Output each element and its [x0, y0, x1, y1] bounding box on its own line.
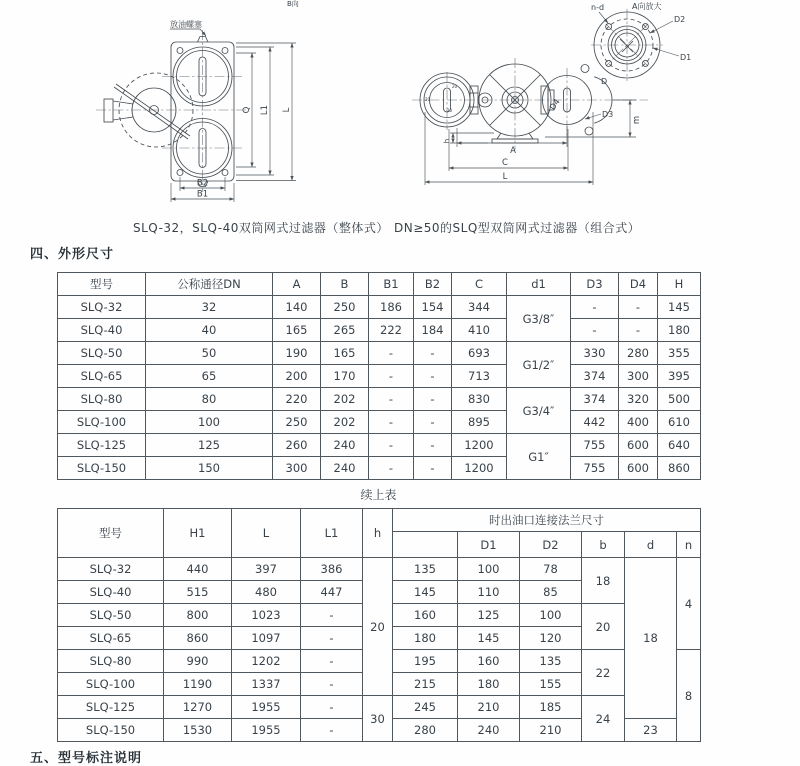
table-cell: SLQ-50 [58, 342, 146, 365]
table-cell: 386 [301, 558, 363, 581]
table-cell: 330 [571, 342, 619, 365]
section-title-next: 五、型号标注说明 [30, 751, 143, 766]
table-cell: SLQ-125 [58, 434, 146, 457]
continued-table-label: 续上表 [360, 488, 397, 502]
n-d-label: n-d [591, 3, 605, 12]
table-cell: - [619, 296, 658, 319]
dimensions-table [57, 272, 701, 480]
table-cell: 8 [677, 650, 701, 742]
table-cell: 170 [321, 365, 369, 388]
table-cell: 240 [321, 457, 369, 480]
table-cell: SLQ-65 [58, 627, 164, 650]
column-header: D4 [619, 273, 658, 296]
table-cell: 250 [321, 296, 369, 319]
table-cell: 200 [273, 365, 321, 388]
table-cell: 344 [452, 296, 507, 319]
table-cell: 1955 [232, 719, 301, 742]
right-drawing-caption: DN≥50的SLQ型双筒网式过滤器（组合式） [394, 221, 641, 235]
table-cell: 186 [369, 296, 414, 319]
table-cell: - [301, 696, 363, 719]
table-cell: 260 [273, 434, 321, 457]
table-cell: 440 [164, 558, 232, 581]
table-cell: 210 [520, 719, 582, 742]
table-header-row [58, 273, 701, 296]
table-cell: 250 [273, 411, 321, 434]
table-cell: 395 [658, 365, 701, 388]
table-cell: - [369, 388, 414, 411]
gauge-dial-mark: 20 [425, 97, 431, 102]
table-cell: 202 [321, 388, 369, 411]
table-cell: 610 [658, 411, 701, 434]
table-cell: 100 [520, 604, 582, 627]
table-cell: G1″ [507, 434, 571, 480]
table-cell: 20 [582, 604, 625, 650]
table-cell: - [369, 434, 414, 457]
table-cell: 222 [369, 319, 414, 342]
table-cell: 240 [321, 434, 369, 457]
table-cell: - [414, 388, 452, 411]
table-cell: - [301, 673, 363, 696]
table-cell: 860 [658, 457, 701, 480]
table-cell: 320 [619, 388, 658, 411]
table-cell: 693 [452, 342, 507, 365]
table-cell: 145 [393, 581, 458, 604]
table-cell: 355 [658, 342, 701, 365]
table-row [58, 411, 701, 434]
column-header: 型号 [58, 273, 146, 296]
drain-plug-label: 放油螺塞 [170, 20, 202, 29]
dim-b1-label: B1 [196, 189, 209, 200]
table-cell: 150 [146, 457, 273, 480]
view-a-enlarged-label: A向放大 [632, 2, 662, 11]
table-cell: 165 [273, 319, 321, 342]
table-cell: 1530 [164, 719, 232, 742]
table-cell: SLQ-100 [58, 673, 164, 696]
table-cell: SLQ-40 [58, 319, 146, 342]
column-group-header: 时出油口连接法兰尺寸 [393, 509, 701, 532]
table-cell: 190 [273, 342, 321, 365]
table-cell: 1200 [452, 434, 507, 457]
table-row [58, 696, 701, 719]
technical-drawings [0, 0, 800, 216]
table-cell: 30 [363, 696, 393, 742]
table-cell: - [301, 719, 363, 742]
dim-l1-label: L1 [260, 104, 270, 116]
table-cell: SLQ-50 [58, 604, 164, 627]
section-title-dimensions: 四、外形尺寸 [30, 247, 115, 262]
table-cell: 860 [164, 627, 232, 650]
dim-d1-label: D1 [680, 53, 692, 62]
column-header: L [232, 509, 301, 558]
dim-a-label: A [510, 146, 516, 156]
table-cell: - [301, 650, 363, 673]
left-drawing-integral-filter [96, 0, 299, 202]
table-row [58, 457, 701, 480]
table-header-row [58, 509, 701, 532]
table-cell: - [571, 296, 619, 319]
table-cell: 480 [232, 581, 301, 604]
column-header: 型号 [58, 509, 164, 558]
table-cell: 78 [520, 558, 582, 581]
column-header: B1 [369, 273, 414, 296]
table-cell: 24 [582, 696, 625, 742]
dim-c-label: C [502, 158, 508, 168]
gauge-dial-mark: 20 [452, 84, 458, 89]
table-cell: 990 [164, 650, 232, 673]
table-cell: 50 [146, 342, 273, 365]
table-row [58, 342, 701, 365]
table-cell: 23 [625, 719, 677, 742]
table-cell: 755 [571, 457, 619, 480]
column-header: d1 [507, 273, 571, 296]
table-cell: 120 [520, 627, 582, 650]
table-cell: 1337 [232, 673, 301, 696]
table-cell: 165 [321, 342, 369, 365]
table-row [58, 319, 701, 342]
dim-l-label: L [282, 107, 292, 113]
table-cell: 32 [146, 296, 273, 319]
table-cell: 400 [619, 411, 658, 434]
table-cell: 195 [393, 650, 458, 673]
column-header: d [625, 532, 677, 558]
table-cell: - [414, 411, 452, 434]
table-cell: 202 [321, 411, 369, 434]
dim-m-label: m [632, 115, 642, 125]
column-header: D2 [520, 532, 582, 558]
table-cell: 18 [625, 558, 677, 719]
table-cell: 1190 [164, 673, 232, 696]
table-cell: SLQ-80 [58, 650, 164, 673]
table-cell: 22 [582, 650, 625, 696]
table-cell: 300 [619, 365, 658, 388]
table-cell: 135 [393, 558, 458, 581]
table-cell: 185 [520, 696, 582, 719]
view-b-label: B向 [287, 0, 299, 8]
table-cell: - [369, 457, 414, 480]
table-cell: 397 [232, 558, 301, 581]
column-header: H1 [164, 509, 232, 558]
table-cell: - [414, 365, 452, 388]
table-cell: SLQ-125 [58, 696, 164, 719]
table-cell: 830 [452, 388, 507, 411]
table-cell: - [414, 342, 452, 365]
table-cell: - [301, 627, 363, 650]
table-cell: - [414, 457, 452, 480]
table-cell: - [369, 365, 414, 388]
table-row [58, 434, 701, 457]
table-cell: 210 [458, 696, 520, 719]
table-cell: 100 [146, 411, 273, 434]
table-cell: 85 [520, 581, 582, 604]
table-cell: 600 [619, 457, 658, 480]
table-cell: 300 [273, 457, 321, 480]
table-row [58, 388, 701, 411]
table-cell: 110 [458, 581, 520, 604]
table-cell: 18 [582, 558, 625, 604]
column-header: A [273, 273, 321, 296]
table-cell: 265 [321, 319, 369, 342]
table-cell: 100 [458, 558, 520, 581]
table-row [58, 558, 701, 581]
table-cell: 895 [452, 411, 507, 434]
table-cell: 442 [571, 411, 619, 434]
table-cell: 180 [658, 319, 701, 342]
table-cell: 215 [393, 673, 458, 696]
column-header: D1 [458, 532, 520, 558]
table-cell: G3/4″ [507, 388, 571, 434]
column-header: n [677, 532, 701, 558]
table-cell: 184 [414, 319, 452, 342]
dim-q-label: Q [242, 106, 252, 114]
column-header: 公称通径DN [146, 273, 273, 296]
left-drawing-caption: SLQ-32，SLQ-40双筒网式过滤器（整体式） [133, 221, 389, 235]
table-cell: - [369, 411, 414, 434]
table-cell: 180 [393, 627, 458, 650]
table-cell: SLQ-100 [58, 411, 146, 434]
dim-d4-label: D4 [548, 97, 562, 112]
table-cell: 20 [363, 558, 393, 696]
table-cell: 40 [146, 319, 273, 342]
table-cell: SLQ-32 [58, 558, 164, 581]
dim-h-label: h [443, 138, 451, 144]
table-cell: 220 [273, 388, 321, 411]
table-cell: 374 [571, 365, 619, 388]
table-cell: - [619, 319, 658, 342]
flange-detail-view-a [591, 9, 663, 81]
table-cell: - [571, 319, 619, 342]
table-cell: SLQ-32 [58, 296, 146, 319]
table-cell: G1/2″ [507, 342, 571, 388]
column-header: B2 [414, 273, 452, 296]
table-row [58, 365, 701, 388]
column-header: D3 [571, 273, 619, 296]
table-cell: 245 [393, 696, 458, 719]
dim-d2-label: D2 [674, 15, 686, 24]
table-row [58, 296, 701, 319]
table-cell: 180 [458, 673, 520, 696]
table-cell: 65 [146, 365, 273, 388]
column-header: b [582, 532, 625, 558]
table-cell: 1955 [232, 696, 301, 719]
column-header [393, 532, 458, 558]
table-cell: 447 [301, 581, 363, 604]
dim-l-label: L [502, 172, 508, 182]
dim-d3-label: D3 [602, 110, 614, 119]
table-cell: 515 [164, 581, 232, 604]
table-cell: 160 [393, 604, 458, 627]
table-cell: 160 [458, 650, 520, 673]
column-header: B [321, 273, 369, 296]
table-cell: 600 [619, 434, 658, 457]
table-cell: SLQ-150 [58, 719, 164, 742]
table-cell: - [369, 342, 414, 365]
table-cell: 145 [658, 296, 701, 319]
table-cell: 1200 [452, 457, 507, 480]
table-cell: 280 [619, 342, 658, 365]
table-cell: SLQ-150 [58, 457, 146, 480]
table-cell: 1097 [232, 627, 301, 650]
table-cell: 500 [658, 388, 701, 411]
gauge-dial-mark: 20 [447, 108, 453, 113]
column-header: L1 [301, 509, 363, 558]
table-cell: 1270 [164, 696, 232, 719]
table-cell: 154 [414, 296, 452, 319]
column-header: H [658, 273, 701, 296]
table-cell: - [414, 434, 452, 457]
column-header: C [452, 273, 507, 296]
table-cell: 280 [393, 719, 458, 742]
table-cell: 755 [571, 434, 619, 457]
table-cell: 125 [458, 604, 520, 627]
table-cell: 1023 [232, 604, 301, 627]
table-cell: 80 [146, 388, 273, 411]
table-cell: SLQ-80 [58, 388, 146, 411]
right-drawing-combined-filter [412, 1, 691, 185]
table-cell: 140 [273, 296, 321, 319]
table-cell: 240 [458, 719, 520, 742]
table-cell: 135 [520, 650, 582, 673]
table-cell: 1202 [232, 650, 301, 673]
continued-dimensions-table [57, 508, 701, 742]
table-cell: 410 [452, 319, 507, 342]
column-header: h [363, 509, 393, 558]
table-cell: SLQ-65 [58, 365, 146, 388]
table-cell: 374 [571, 388, 619, 411]
table-cell: 4 [677, 558, 701, 650]
dim-b2-label: B2 [196, 178, 209, 189]
table-cell: 713 [452, 365, 507, 388]
table-cell: 800 [164, 604, 232, 627]
table-cell: 125 [146, 434, 273, 457]
table-cell: 155 [520, 673, 582, 696]
table-cell: G3/8″ [507, 296, 571, 342]
table-cell: - [301, 604, 363, 627]
table-cell: 640 [658, 434, 701, 457]
table-cell: SLQ-40 [58, 581, 164, 604]
dim-d-label: D [601, 77, 608, 86]
table-cell: 145 [458, 627, 520, 650]
